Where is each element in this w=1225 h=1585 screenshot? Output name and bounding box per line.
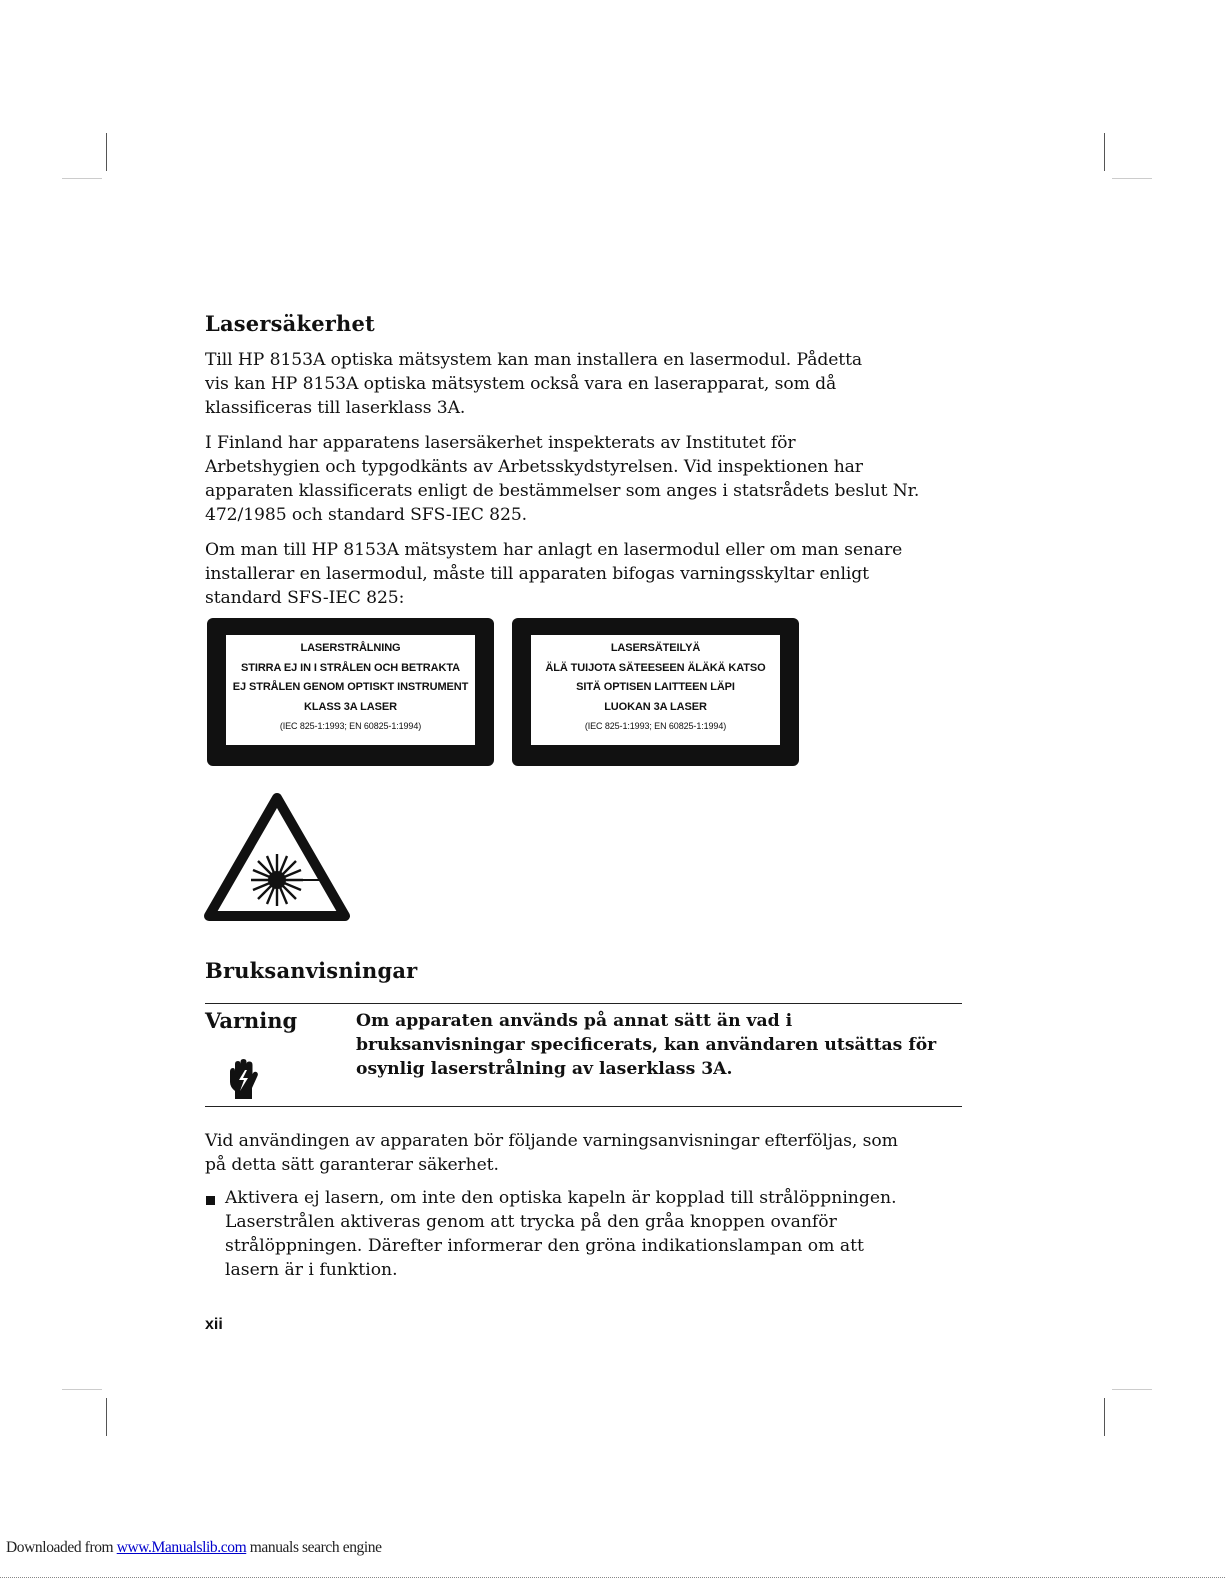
section-heading-laser-safety: Lasersäkerhet — [205, 311, 375, 336]
text-line: Aktivera ej lasern, om inte den optiska kapeln är kopplad till strålöppningen. — [225, 1188, 897, 1208]
laser-hazard-triangle-icon — [203, 792, 351, 924]
crop-mark — [62, 178, 102, 179]
warning-message — [356, 1009, 976, 1081]
hand-shock-warning-icon — [226, 1058, 260, 1100]
text-line: Laserstrålen aktiveras genom att trycka på den gråa knoppen ovanför — [225, 1212, 837, 1232]
text-line: Om man till HP 8153A mätsystem har anlagt en lasermodul eller om man senare — [205, 540, 903, 560]
label-text-panel — [531, 635, 780, 745]
page-number: xii — [205, 1316, 223, 1333]
text-line: strålöppningen. Därefter informerar den gröna indikationslampan om att — [225, 1236, 864, 1256]
footer-suffix: manuals search engine — [246, 1539, 382, 1556]
footer-link[interactable]: www.Manualslib.com — [116, 1539, 247, 1556]
crop-mark — [1104, 1398, 1105, 1436]
label-line: LASERSÄTEILYÄ — [610, 642, 701, 654]
text-line: Vid användingen av apparaten bör följande varningsanvisningar efterföljas, som — [205, 1131, 898, 1151]
crop-mark — [106, 133, 107, 171]
label-line: LASERSTRÅLNING — [300, 642, 401, 654]
label-line: ÄLÄ TUIJOTA SÄTEESEEN ÄLÄKÄ KATSO — [545, 661, 766, 674]
bullet-item — [225, 1186, 975, 1282]
text-line: klassificeras till laserklass 3A. — [205, 398, 466, 418]
text-line: apparaten klassificerats enligt de bestämmelser som anges i statsrådets beslut Nr. — [205, 481, 920, 501]
text-line: Arbetshygien och typgodkänts av Arbetsskydstyrelsen. Vid inspektionen har — [205, 457, 863, 477]
paragraph-intro — [205, 348, 975, 420]
label-line: LUOKAN 3A LASER — [604, 700, 707, 713]
crop-mark — [1112, 1389, 1152, 1390]
paragraph-finland — [205, 431, 975, 527]
text-line: bruksanvisningar specificerats, kan användaren utsättas för — [356, 1035, 937, 1055]
label-line: EJ STRÅLEN GENOM OPTISKT INSTRUMENT — [232, 681, 469, 693]
label-standard-reference: (IEC 825-1:1993; EN 60825-1:1994) — [584, 721, 727, 731]
crop-mark — [62, 1389, 102, 1390]
divider — [205, 1003, 962, 1004]
text-line: Till HP 8153A optiska mätsystem kan man installera en lasermodul. Pådetta — [205, 350, 863, 370]
text-line: osynlig laserstrålning av laserklass 3A. — [356, 1059, 733, 1079]
laser-warning-label-finnish — [512, 618, 799, 766]
text-line: vis kan HP 8153A optiska mätsystem också vara en laserapparat, som då — [205, 374, 837, 394]
download-footer — [6, 1539, 382, 1557]
crop-mark — [1104, 133, 1105, 171]
text-line: lasern är i funktion. — [225, 1260, 398, 1280]
text-line: Om apparaten används på annat sätt än vad i — [356, 1011, 793, 1031]
text-line: installerar en lasermodul, måste till apparaten bifogas varningsskyltar enligt — [205, 564, 869, 584]
crop-mark — [1112, 178, 1152, 179]
text-line: 472/1985 och standard SFS-IEC 825. — [205, 505, 528, 525]
label-line: STIRRA EJ IN I STRÅLEN OCH BETRAKTA — [241, 661, 460, 674]
warning-title: Varning — [205, 1008, 298, 1033]
label-line: KLASS 3A LASER — [304, 700, 397, 713]
crop-mark — [106, 1398, 107, 1436]
text-line: I Finland har apparatens lasersäkerhet inspekterats av Institutet för — [205, 433, 796, 453]
label-standard-reference: (IEC 825-1:1993; EN 60825-1:1994) — [279, 721, 422, 731]
text-line: på detta sätt garanterar säkerhet. — [205, 1155, 499, 1175]
label-line: SITÄ OPTISEN LAITTEEN LÄPI — [576, 681, 735, 693]
paragraph-usage — [205, 1129, 975, 1177]
bullet-marker — [206, 1196, 215, 1205]
text-line: standard SFS-IEC 825: — [205, 588, 405, 608]
laser-warning-label-swedish — [207, 618, 494, 766]
footer-prefix: Downloaded from — [6, 1539, 117, 1556]
footer-dotted-line — [0, 1577, 1225, 1580]
paragraph-labels-required — [205, 538, 975, 610]
divider — [205, 1106, 962, 1107]
section-heading-instructions: Bruksanvisningar — [205, 958, 418, 983]
label-text-panel — [226, 635, 475, 745]
